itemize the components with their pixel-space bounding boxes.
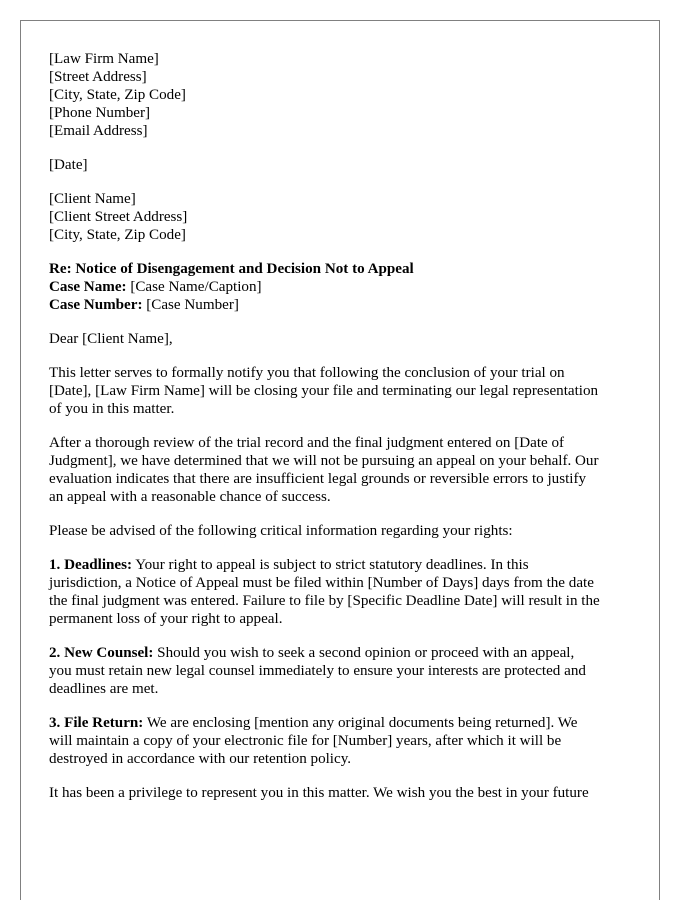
item-text: We are enclosing [mention any original documents being returned]. We	[143, 715, 578, 731]
case-number-label: Case Number:	[49, 297, 143, 313]
item-line: you must retain new legal counsel immediately to ensure your interests are protected and	[49, 663, 586, 679]
review-line: an appeal with a reasonable chance of success.	[49, 489, 331, 505]
item-label: 1. Deadlines:	[49, 557, 133, 573]
item-line: will maintain a copy of your electronic file for [Number] years, after which it will be	[49, 733, 562, 749]
subject-block	[49, 260, 639, 314]
item-line	[49, 644, 639, 662]
item-line: permanent loss of your right to appeal.	[49, 611, 283, 627]
intro-line: This letter serves to formally notify you that following the conclusion of your trial on	[49, 365, 565, 381]
advisory-text: Please be advised of the following critical information regarding your rights:	[49, 523, 513, 539]
intro-line: [Date], [Law Firm Name] will be closing your file and terminating our legal representation	[49, 383, 599, 399]
case-name-label: Case Name:	[49, 279, 127, 295]
item-text: Should you wish to seek a second opinion or proceed with an appeal,	[153, 645, 575, 661]
re-line-text: Re: Notice of Disengagement and Decision Not to Appeal	[49, 261, 414, 277]
item-new-counsel	[49, 644, 639, 698]
item-line: destroyed in accordance with our retention policy.	[49, 751, 352, 767]
recipient-city-state-zip: [City, State, Zip Code]	[49, 227, 186, 243]
intro-paragraph	[49, 364, 639, 418]
salutation-text: Dear [Client Name],	[49, 331, 173, 347]
item-line: the final judgment was entered. Failure to file by [Specific Deadline Date] will result in the	[49, 593, 600, 609]
date-text: [Date]	[49, 157, 88, 173]
review-line: evaluation indicates that there are insufficient legal grounds or reversible errors to justify	[49, 471, 587, 487]
letter-page	[20, 20, 660, 900]
case-number-line	[49, 296, 639, 314]
sender-phone: [Phone Number]	[49, 105, 151, 121]
case-name-line	[49, 278, 639, 296]
case-number-value: [Case Number]	[142, 297, 239, 313]
item-deadlines	[49, 556, 639, 628]
item-label: 3. File Return:	[49, 715, 144, 731]
item-line	[49, 714, 639, 732]
review-paragraph	[49, 434, 639, 506]
sender-email: [Email Address]	[49, 123, 148, 139]
sender-city-state-zip: [City, State, Zip Code]	[49, 87, 186, 103]
recipient-address	[49, 190, 639, 244]
review-line: Judgment], we have determined that we will not be pursuing an appeal on your behalf. Our	[49, 453, 599, 469]
case-name-value: [Case Name/Caption]	[126, 279, 262, 295]
item-file-return	[49, 714, 639, 768]
closing-paragraph	[49, 784, 639, 802]
advisory-paragraph	[49, 522, 639, 540]
item-label: 2. New Counsel:	[49, 645, 154, 661]
salutation	[49, 330, 639, 348]
sender-address	[49, 50, 639, 140]
item-text: Your right to appeal is subject to strict statutory deadlines. In this	[132, 557, 529, 573]
review-line: After a thorough review of the trial record and the final judgment entered on [Date of	[49, 435, 565, 451]
intro-line: of you in this matter.	[49, 401, 175, 417]
letter-date	[49, 156, 639, 174]
sender-firm-name: [Law Firm Name]	[49, 51, 159, 67]
letter-content	[49, 50, 639, 802]
recipient-name: [Client Name]	[49, 191, 136, 207]
item-line: jurisdiction, a Notice of Appeal must be filed within [Number of Days] days from the date	[49, 575, 594, 591]
sender-street: [Street Address]	[49, 69, 147, 85]
item-line	[49, 556, 639, 574]
recipient-street: [Client Street Address]	[49, 209, 188, 225]
item-line: deadlines are met.	[49, 681, 159, 697]
closing-line: It has been a privilege to represent you in this matter. We wish you the best in your future	[49, 785, 589, 801]
re-line	[49, 260, 639, 278]
